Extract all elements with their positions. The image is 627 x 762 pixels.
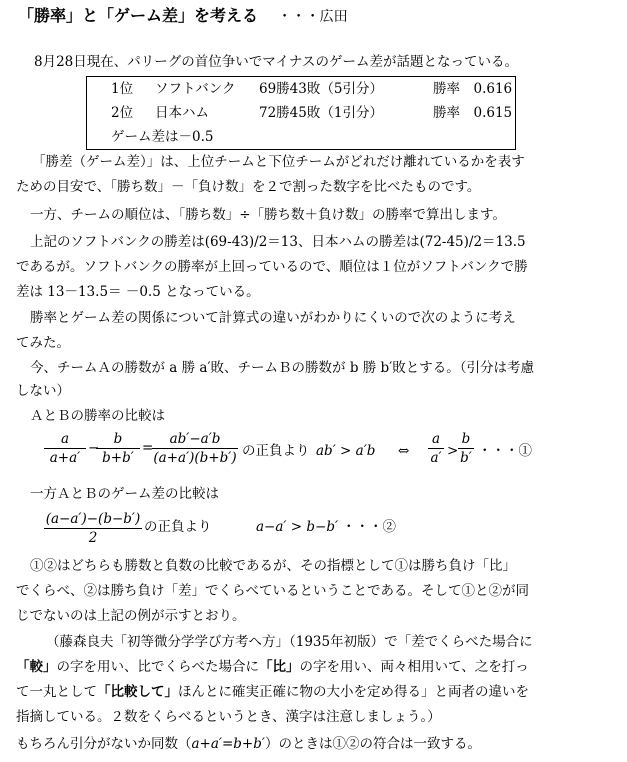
emphasis-kaku: 「較」 (16, 659, 57, 675)
para4-line2: てみた。 (16, 335, 70, 351)
rank: 2位 (111, 105, 134, 121)
para5-line1: 今、チームＡの勝数が a 勝 a′敗、チームＢの勝数が b 勝 b′敗とする。（引分は考慮 (30, 360, 535, 376)
sign-text: の正負より (144, 519, 212, 535)
diff-heading: 一方ＡとＢのゲーム差の比較は (30, 486, 219, 502)
para5-line2: しない） (16, 383, 70, 399)
games-behind-note: ゲーム差は－0.5 (111, 129, 214, 145)
rate-inequality: ab′ > a′b (316, 443, 376, 459)
win-rate: 勝率 0.616 (433, 81, 513, 97)
sign-text: の正負より (242, 443, 310, 459)
para3-line1: 上記のソフトバンクの勝差は(69-43)/2＝13、日本ハムの勝差は(72-45)/2＝13.5 (30, 234, 526, 250)
para3-line2: であるが。ソフトバンクの勝率が上回っているので、順位は１位がソフトバンクで勝 (16, 259, 528, 275)
fraction-game-difference: (a−a′)−(b−b′) 2 (45, 511, 141, 546)
para6-line1: ①②はどちらも勝数と負数の比較であるが、その指標として①は勝ち負け「比」 (30, 558, 516, 574)
page-title (18, 6, 348, 27)
rate-heading: ＡとＢの勝率の比較は (30, 408, 165, 424)
fraction-b-over-b-prime: b b′ (458, 430, 474, 467)
emphasis-hi: 「比」 (259, 659, 300, 675)
para7-line1: （藤森良夫「初等微分学学び方考へ方」（1935年初版）で「差でくらべた場合に (46, 634, 533, 650)
title-main: 「勝率」と「ゲーム差」を考える (18, 6, 259, 25)
para4-line1: 勝率とゲーム差の関係について計算式の違いがわかりにくいので次のように考え (30, 310, 516, 326)
para6-line3: じでないのは上記の例が示すとおり。 (16, 608, 246, 624)
equals-sign: = (142, 440, 154, 456)
team: 日本ハム (155, 105, 209, 121)
para7-line4: 指摘している。２数をくらべるというとき、漢字は注意しましょう。） (16, 709, 441, 725)
para2-text: 一方、チームの順位は、「勝ち数」÷「勝ち数＋負け数」の勝率で算出します。 (30, 207, 506, 223)
final-line: もちろん引分がないか同数（a+a′=b+b′）のときは①②の符合は一致する。 (16, 736, 481, 752)
fraction-rate-difference: ab′−a′b (a+a′)(b+b′) (153, 431, 237, 466)
record: 69勝43敗（5引分） (259, 81, 383, 97)
intro-text: 8月28日現在、パリーグの首位争いでマイナスのゲーム差が話題となっている。 (34, 54, 518, 70)
equation-mark-1: ・・・① (478, 443, 532, 459)
para1-line1: 「勝差（ゲーム差）」は、上位チームと下位チームがどれだけ離れているかを表す (32, 154, 525, 170)
para3-line3: 差は 13－13.5＝ －0.5 となっている。 (16, 284, 260, 300)
fraction-a-over-a-plus-a-prime: a a+a′ (44, 430, 86, 467)
equation-mark-2: ・・・② (342, 519, 396, 535)
para6-line2: でくらべ、②は勝ち負け「差」でくらべているということである。そして①と②が同 (16, 583, 529, 599)
para7-line2: 「較」の字を用い、比でくらべた場合に「比」の字を用い、両々相用いて、之を打っ (16, 659, 529, 675)
record: 72勝45敗（1引分） (259, 105, 383, 121)
greater-than-sign: > (447, 443, 459, 459)
para7-line3: て一丸として「比較して」ほんとに確実正確に物の大小を定め得る」と両者の違いを (16, 684, 529, 700)
standings-row (111, 103, 512, 123)
fraction-a-over-a-prime: a a′ (428, 430, 444, 467)
diff-inequality: a−a′ > b−b′ (256, 519, 339, 535)
minus-sign: − (88, 440, 100, 456)
rank: 1位 (111, 81, 134, 97)
win-rate: 勝率 0.615 (433, 105, 513, 121)
standings-box (86, 76, 516, 150)
team: ソフトバンク (155, 81, 236, 97)
fraction-b-over-b-plus-b-prime: b b+b′ (96, 430, 140, 467)
para1-line2: ための目安で、「勝ち数」－「負け数」を２で割った数字を比べたものです。 (16, 179, 481, 195)
final-equation: a+a′=b+b′ (191, 736, 265, 752)
iff-symbol: ⇔ (398, 443, 410, 459)
title-author: ・・・広田 (277, 9, 348, 25)
standings-row (111, 79, 512, 99)
emphasis-hikaku: 「比較して」 (97, 684, 178, 700)
